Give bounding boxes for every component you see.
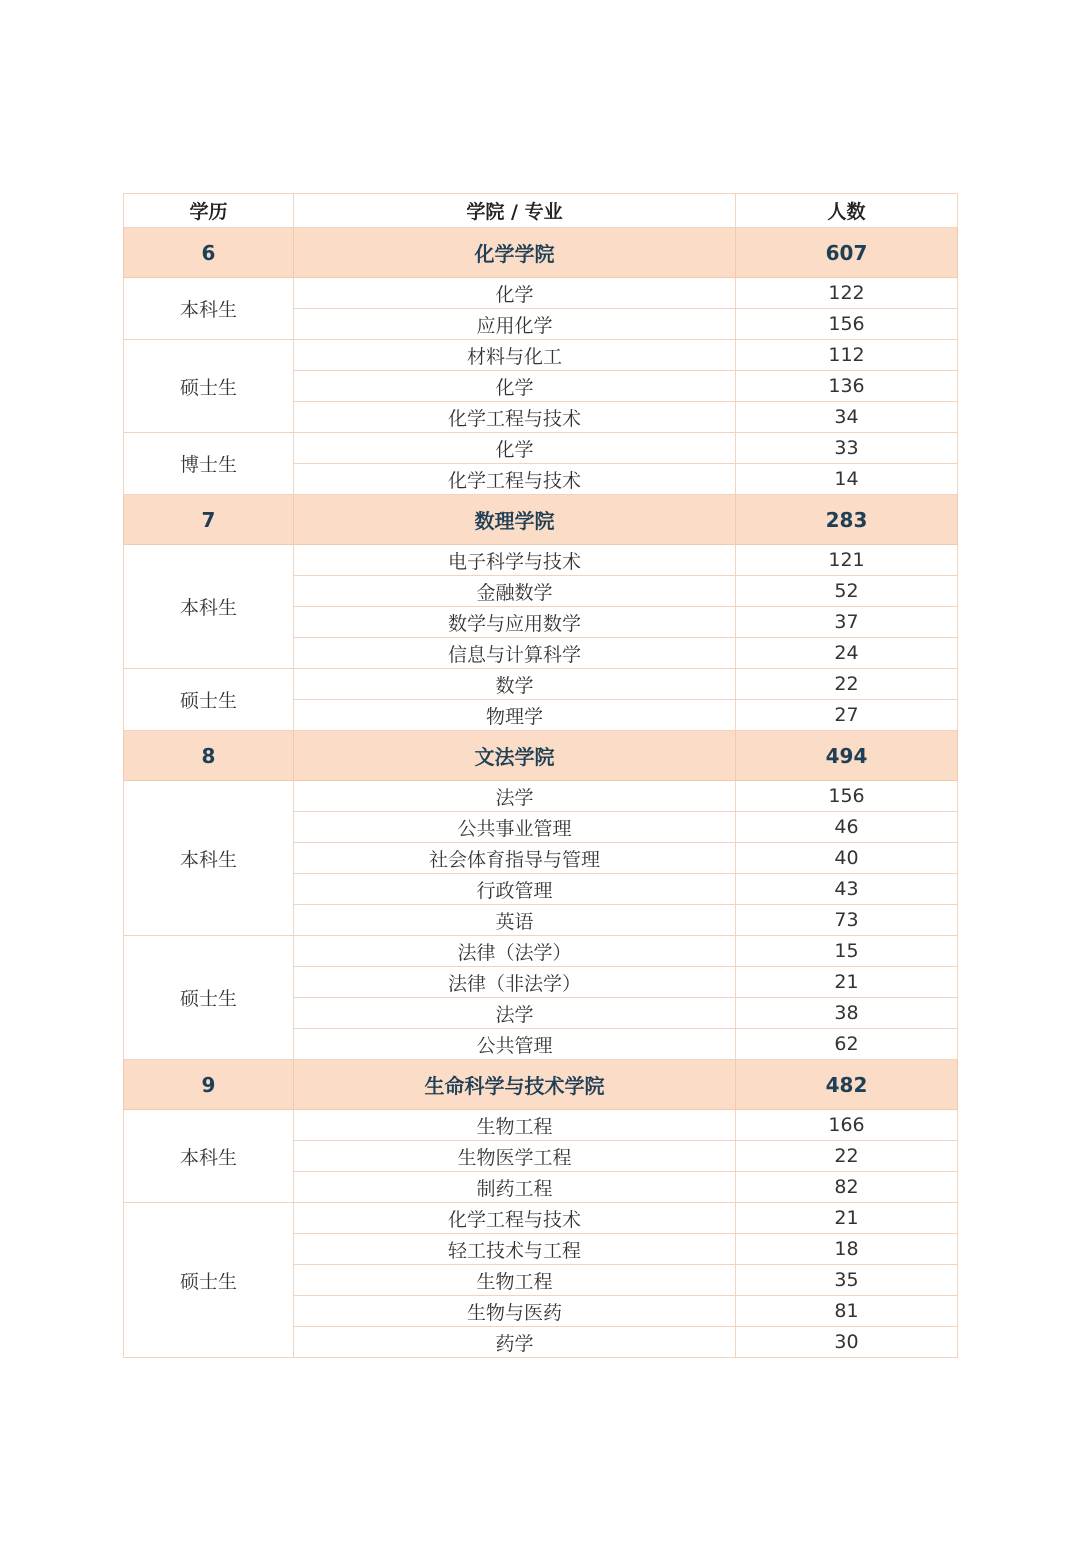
major-name: 生物工程 [294, 1265, 736, 1296]
college-row [124, 731, 958, 781]
major-name: 化学 [294, 371, 736, 402]
enrollment-table [123, 193, 958, 1358]
major-count: 21 [736, 1203, 958, 1234]
major-name: 轻工技术与工程 [294, 1234, 736, 1265]
major-name: 生物与医药 [294, 1296, 736, 1327]
major-name: 信息与计算科学 [294, 638, 736, 669]
major-count: 122 [736, 278, 958, 309]
table-row [124, 1203, 958, 1234]
major-name: 法律（法学） [294, 936, 736, 967]
major-name: 生物工程 [294, 1110, 736, 1141]
table-row [124, 669, 958, 700]
major-name: 化学 [294, 278, 736, 309]
major-name: 化学工程与技术 [294, 464, 736, 495]
degree-level: 本科生 [124, 545, 294, 669]
college-name: 文法学院 [294, 731, 736, 781]
major-name: 制药工程 [294, 1172, 736, 1203]
college-row [124, 495, 958, 545]
major-name: 化学 [294, 433, 736, 464]
major-count: 156 [736, 309, 958, 340]
major-count: 38 [736, 998, 958, 1029]
major-name: 数学与应用数学 [294, 607, 736, 638]
table-row [124, 433, 958, 464]
major-name: 物理学 [294, 700, 736, 731]
major-count: 24 [736, 638, 958, 669]
college-total: 482 [736, 1060, 958, 1110]
major-name: 公共事业管理 [294, 812, 736, 843]
major-name: 电子科学与技术 [294, 545, 736, 576]
college-total: 607 [736, 228, 958, 278]
major-count: 166 [736, 1110, 958, 1141]
major-count: 156 [736, 781, 958, 812]
major-count: 21 [736, 967, 958, 998]
college-index: 9 [124, 1060, 294, 1110]
major-count: 35 [736, 1265, 958, 1296]
major-count: 30 [736, 1327, 958, 1358]
major-count: 43 [736, 874, 958, 905]
header-level: 学历 [124, 194, 294, 228]
major-name: 数学 [294, 669, 736, 700]
major-count: 52 [736, 576, 958, 607]
major-count: 15 [736, 936, 958, 967]
major-count: 37 [736, 607, 958, 638]
degree-level: 硕士生 [124, 1203, 294, 1358]
college-total: 283 [736, 495, 958, 545]
major-name: 公共管理 [294, 1029, 736, 1060]
major-count: 121 [736, 545, 958, 576]
college-index: 7 [124, 495, 294, 545]
college-row [124, 228, 958, 278]
major-count: 40 [736, 843, 958, 874]
degree-level: 硕士生 [124, 936, 294, 1060]
major-name: 英语 [294, 905, 736, 936]
degree-level: 硕士生 [124, 340, 294, 433]
major-count: 136 [736, 371, 958, 402]
college-total: 494 [736, 731, 958, 781]
major-name: 行政管理 [294, 874, 736, 905]
table-row [124, 1110, 958, 1141]
major-name: 生物医学工程 [294, 1141, 736, 1172]
college-row [124, 1060, 958, 1110]
major-name: 材料与化工 [294, 340, 736, 371]
major-count: 34 [736, 402, 958, 433]
table-row [124, 936, 958, 967]
major-count: 73 [736, 905, 958, 936]
table-header-row [124, 194, 958, 228]
table-row [124, 340, 958, 371]
major-count: 82 [736, 1172, 958, 1203]
major-name: 化学工程与技术 [294, 402, 736, 433]
major-name: 药学 [294, 1327, 736, 1358]
college-index: 6 [124, 228, 294, 278]
major-count: 33 [736, 433, 958, 464]
major-name: 社会体育指导与管理 [294, 843, 736, 874]
major-count: 18 [736, 1234, 958, 1265]
major-name: 金融数学 [294, 576, 736, 607]
degree-level: 本科生 [124, 781, 294, 936]
header-count: 人数 [736, 194, 958, 228]
table-row [124, 278, 958, 309]
major-name: 应用化学 [294, 309, 736, 340]
header-college-major: 学院 / 专业 [294, 194, 736, 228]
major-count: 112 [736, 340, 958, 371]
major-name: 法学 [294, 781, 736, 812]
major-count: 81 [736, 1296, 958, 1327]
major-count: 46 [736, 812, 958, 843]
degree-level: 本科生 [124, 278, 294, 340]
college-name: 生命科学与技术学院 [294, 1060, 736, 1110]
major-name: 法律（非法学） [294, 967, 736, 998]
degree-level: 硕士生 [124, 669, 294, 731]
college-name: 化学学院 [294, 228, 736, 278]
table-row [124, 545, 958, 576]
degree-level: 本科生 [124, 1110, 294, 1203]
major-count: 27 [736, 700, 958, 731]
college-index: 8 [124, 731, 294, 781]
college-name: 数理学院 [294, 495, 736, 545]
major-count: 62 [736, 1029, 958, 1060]
major-count: 22 [736, 1141, 958, 1172]
table-row [124, 781, 958, 812]
major-name: 化学工程与技术 [294, 1203, 736, 1234]
major-count: 14 [736, 464, 958, 495]
major-name: 法学 [294, 998, 736, 1029]
major-count: 22 [736, 669, 958, 700]
degree-level: 博士生 [124, 433, 294, 495]
enrollment-table-body [124, 194, 958, 1358]
